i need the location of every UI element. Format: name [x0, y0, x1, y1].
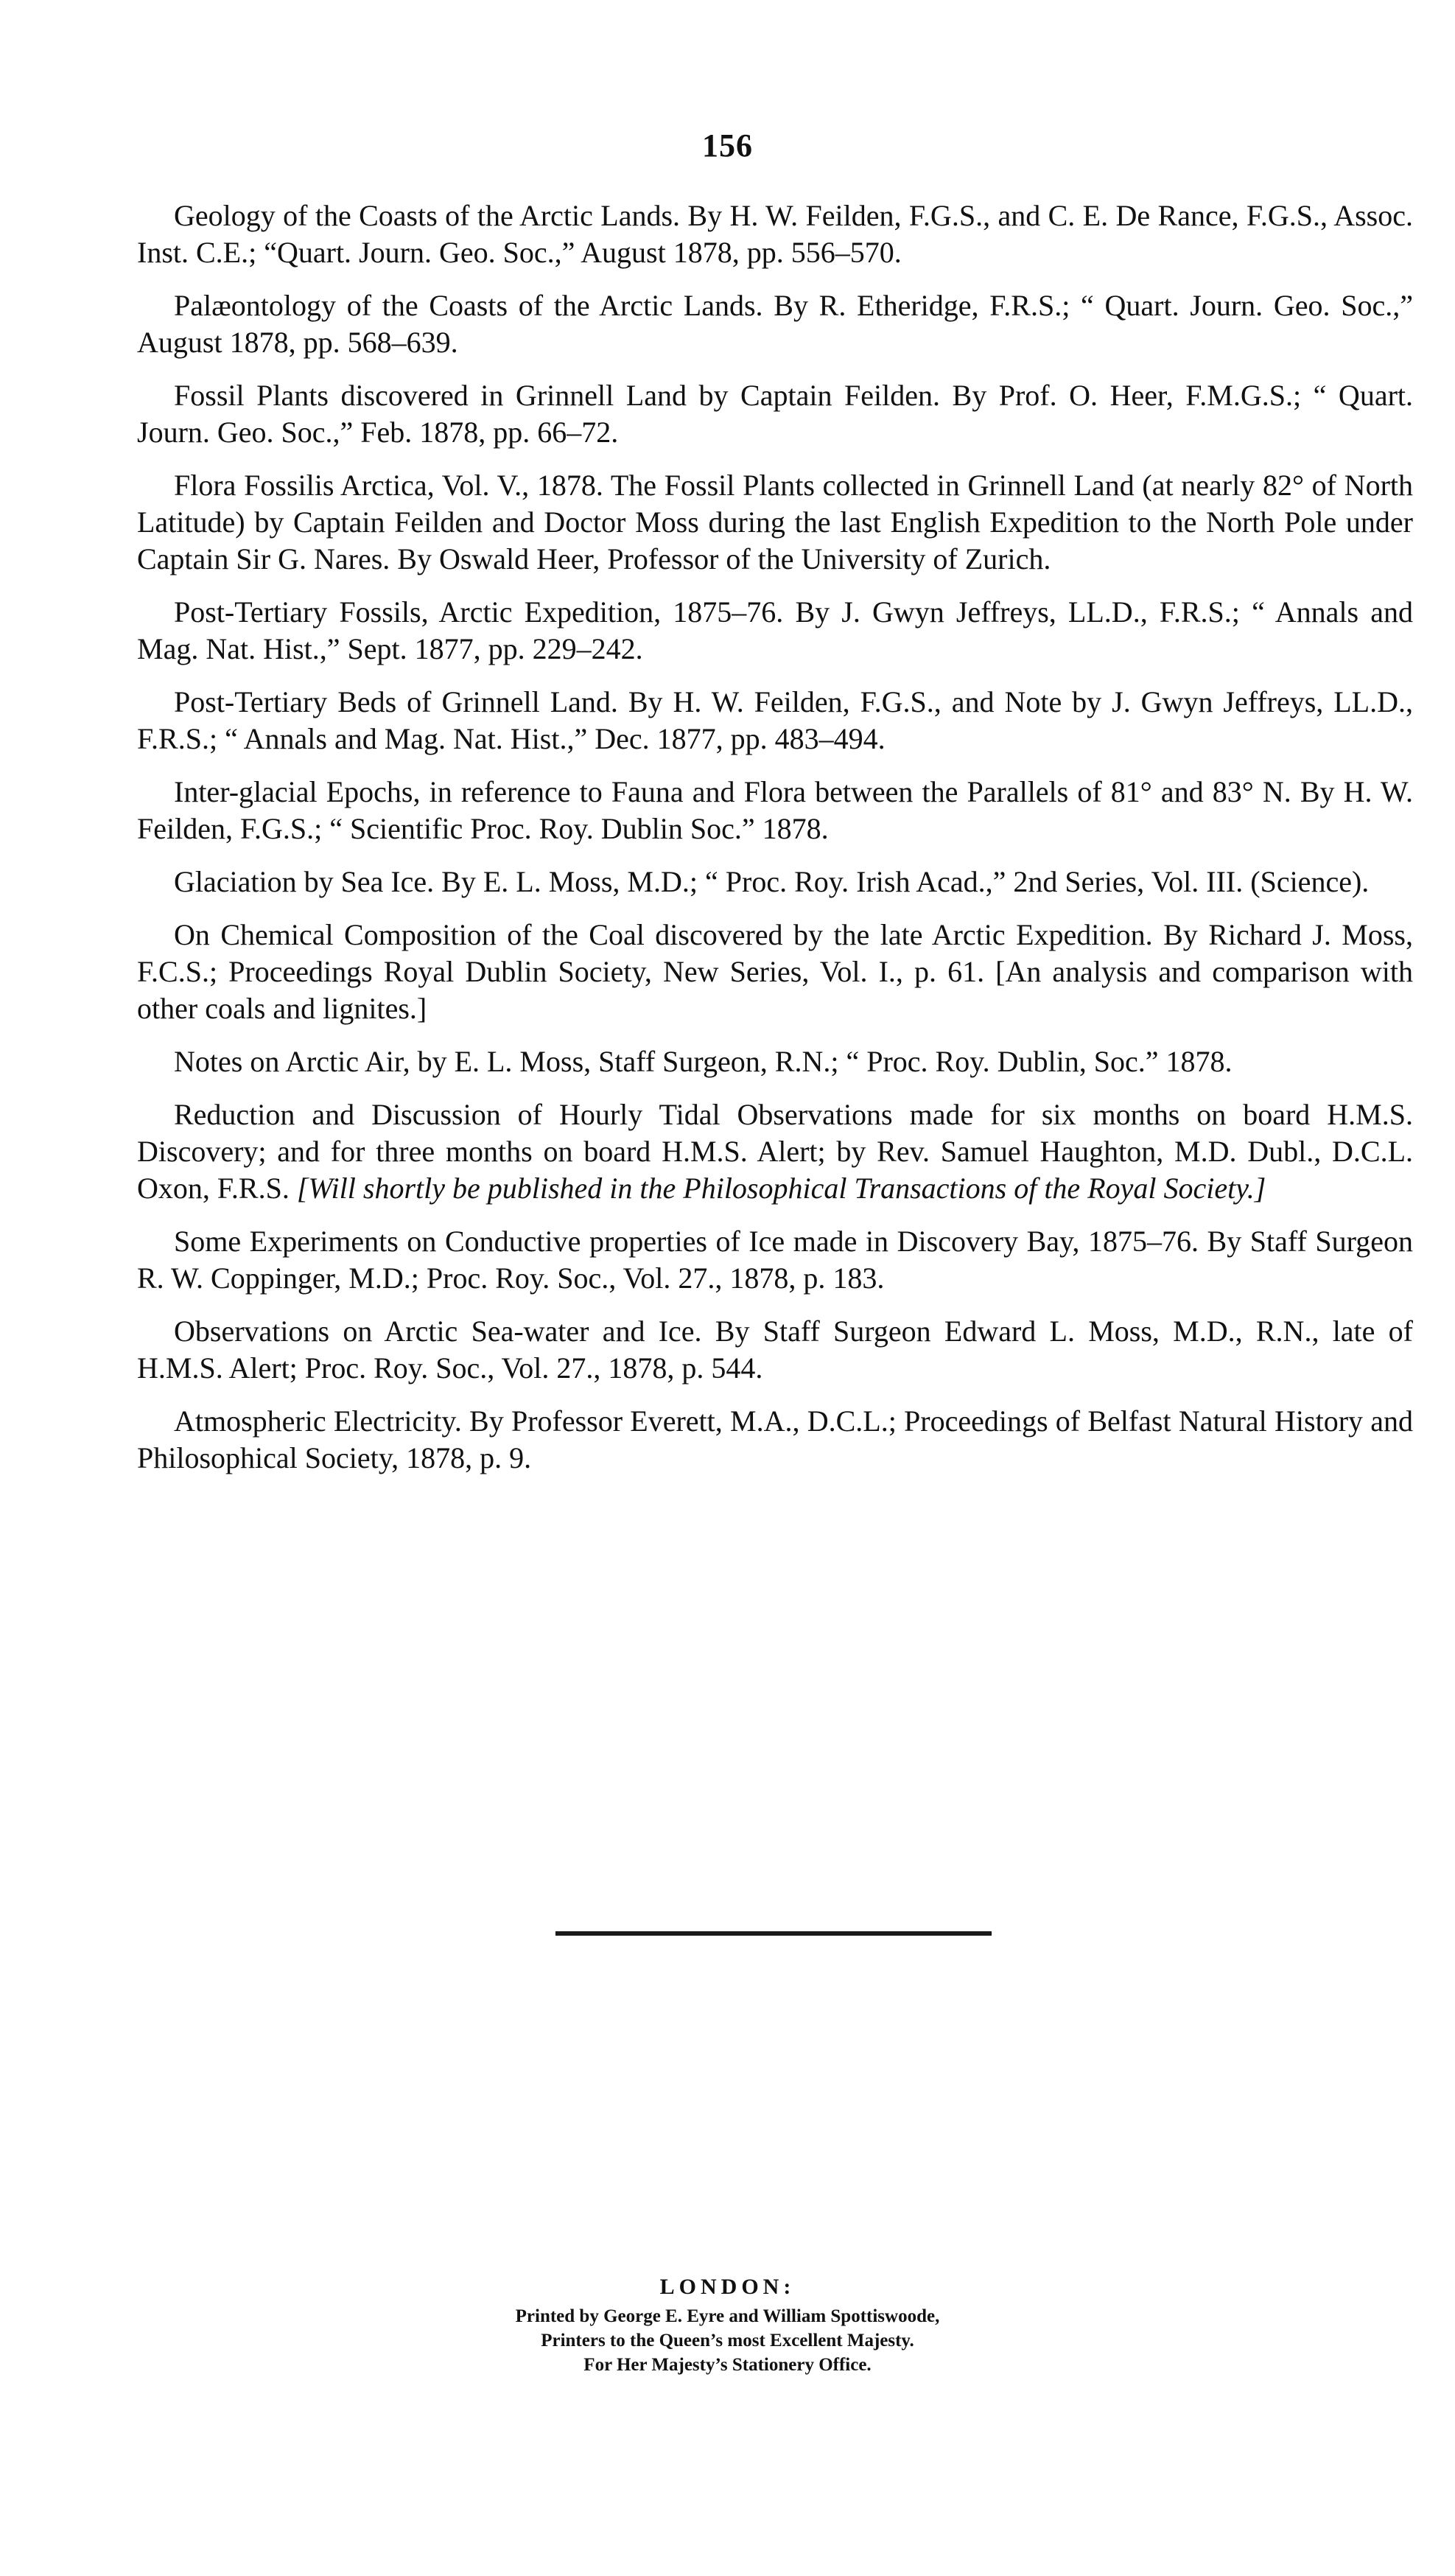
entry-note: [Will shortly be published in the Philosophical Transactions of the Royal Society.]: [296, 1172, 1266, 1205]
bibliography-entry: [137, 287, 1413, 361]
entry-text: Reduction and Discussion of Hourly Tidal Observations made for six months on board H.M.S. Discovery; and for three months on board H.M.S. Alert; by Rev. Samuel Haughton, M.D. Dubl., D.C.L. Oxon, F.R.S.: [137, 1098, 1413, 1205]
printer-imprint: [0, 2273, 1455, 2377]
entry-text: Inter-glacial Epochs, in reference to Fauna and Flora between the Parallels of 81° and 83° N. By H. W. Feilden, F.G.S.; “ Scientific Proc. Roy. Dublin Soc.” 1878.: [137, 775, 1413, 845]
entry-text: Fossil Plants discovered in Grinnell Land by Captain Feilden. By Prof. O. Heer, F.M.G.S.; “ Quart. Journ. Geo. Soc.,” Feb. 1878, pp. 66–72.: [137, 379, 1413, 449]
entry-text: Geology of the Coasts of the Arctic Lands. By H. W. Feilden, F.G.S., and C. E. De Rance, F.G.S., Assoc. Inst. C.E.; “Quart. Journ. Geo. Soc.,” August 1878, pp. 556–570.: [137, 199, 1413, 269]
entry-text: Post-Tertiary Beds of Grinnell Land. By H. W. Feilden, F.G.S., and Note by J. Gwyn Jeffreys, LL.D., F.R.S.; “ Annals and Mag. Nat. Hist.,” Dec. 1877, pp. 483–494.: [137, 685, 1413, 755]
imprint-for-office: For Her Majesty’s Stationery Office.: [583, 2355, 872, 2375]
bibliography-entry: [137, 467, 1413, 578]
entry-text: Palæontology of the Coasts of the Arctic Lands. By R. Etheridge, F.R.S.; “ Quart. Journ. Geo. Soc.,” August 1878, pp. 568–639.: [137, 289, 1413, 359]
entry-text: Flora Fossilis Arctica, Vol. V., 1878. The Fossil Plants collected in Grinnell Land (at nearly 82° of North Latitude) by Captain Feilden and Doctor Moss during the last English Expedition to the North Pole under Captain Sir G. Nares. By Oswald Heer, Professor of the University of Zurich.: [137, 469, 1413, 575]
page-number: 156: [702, 127, 753, 164]
bibliography-entry: [137, 684, 1413, 757]
imprint-printers-to: Printers to the Queen’s most Excellent Majesty.: [541, 2331, 914, 2351]
bibliography-entry: [137, 1403, 1413, 1477]
entry-text: Post-Tertiary Fossils, Arctic Expedition, 1875–76. By J. Gwyn Jeffreys, LL.D., F.R.S.; “ Annals and Mag. Nat. Hist.,” Sept. 1877, pp. 229–242.: [137, 595, 1413, 665]
entry-text: Glaciation by Sea Ice. By E. L. Moss, M.D.; “ Proc. Roy. Irish Acad.,” 2nd Series, Vol. III. (Science).: [174, 865, 1370, 898]
imprint-city: LONDON:: [659, 2275, 796, 2299]
entry-text: Notes on Arctic Air, by E. L. Moss, Staff Surgeon, R.N.; “ Proc. Roy. Dublin, Soc.” 1878.: [174, 1045, 1233, 1078]
bibliography-entry: [137, 1096, 1413, 1207]
bibliography-list: [137, 197, 1413, 1493]
bibliography-entry: [137, 1223, 1413, 1297]
bibliography-entry: [137, 864, 1413, 900]
bibliography-entry: [137, 197, 1413, 271]
bibliography-entry: [137, 377, 1413, 451]
entry-text: Atmospheric Electricity. By Professor Everett, M.A., D.C.L.; Proceedings of Belfast Natural History and Philosophical Society, 1878, p. 9.: [137, 1404, 1413, 1474]
bibliography-entry: [137, 917, 1413, 1027]
bibliography-entry: [137, 594, 1413, 668]
entry-text: Observations on Arctic Sea-water and Ice. By Staff Surgeon Edward L. Moss, M.D., R.N., late of H.M.S. Alert; Proc. Roy. Soc., Vol. 27., 1878, p. 544.: [137, 1315, 1413, 1385]
imprint-printed-by: Printed by George E. Eyre and William Spottiswoode,: [515, 2306, 940, 2326]
entry-text: Some Experiments on Conductive properties of Ice made in Discovery Bay, 1875–76. By Staff Surgeon R. W. Coppinger, M.D.; Proc. Roy. Soc., Vol. 27., 1878, p. 183.: [137, 1225, 1413, 1295]
entry-text: On Chemical Composition of the Coal discovered by the late Arctic Expedition. By Richard J. Moss, F.C.S.; Proceedings Royal Dublin Society, New Series, Vol. I., p. 61. [An analysis and comparison with other coals and lignites.]: [137, 918, 1413, 1025]
bibliography-entry: [137, 1043, 1413, 1080]
bibliography-entry: [137, 1313, 1413, 1387]
bibliography-entry: [137, 774, 1413, 847]
section-divider: [555, 1931, 992, 1936]
